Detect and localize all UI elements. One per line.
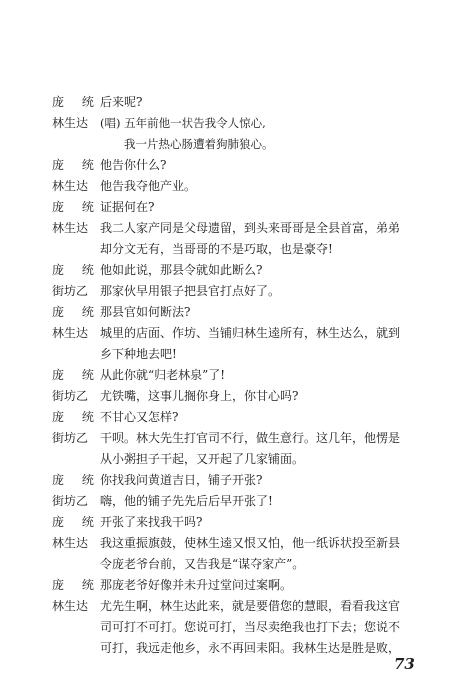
- dialogue-entry: [52, 281, 422, 302]
- dialogue-entry: [52, 596, 422, 659]
- page-number: 73: [394, 655, 415, 673]
- dialogue-entry: [52, 302, 422, 323]
- dialogue-entry: [52, 365, 422, 386]
- dialogue-text: [100, 407, 422, 428]
- speaker-name: 林生达: [52, 536, 89, 550]
- dialogue-text: [100, 575, 422, 596]
- script-dialogue: [52, 92, 422, 659]
- dialogue-line: 可打，我远走他乡，永不再回耒阳。我林生达是胜是败，: [100, 641, 401, 655]
- speaker-name: 庞 统: [52, 473, 101, 487]
- dialogue-line: 从小粥担子干起，又开起了几家铺面。: [100, 452, 305, 466]
- dialogue-line: 他告我夺他产业。: [100, 179, 197, 193]
- speaker-name: 林生达: [52, 116, 89, 130]
- dialogue-line: 却分文无有，当哥哥的不是巧取，也是豪夺!: [100, 242, 333, 256]
- dialogue-entry: [52, 386, 422, 407]
- speaker-name: 庞 统: [52, 200, 101, 214]
- dialogue-entry: [52, 470, 422, 491]
- dialogue-text: [100, 512, 422, 533]
- dialogue-entry: [52, 260, 422, 281]
- speaker-name: 庞 统: [52, 578, 101, 592]
- speaker-name: 林生达: [52, 221, 89, 235]
- speaker-name: 庞 统: [52, 410, 101, 424]
- dialogue-line: 那家伙早用银子把县官打点好了。: [100, 284, 281, 298]
- dialogue-line: 他告你什么?: [100, 158, 167, 172]
- dialogue-text: [100, 176, 422, 197]
- dialogue-line: 我这重振旗鼓，使林生逵又恨又怕，他一纸诉状投至新县: [100, 536, 401, 550]
- dialogue-line: 从此你就“归老林泉”了!: [100, 368, 226, 382]
- dialogue-line: 令庞老爷台前，又告我是“谋夺家产”。: [100, 557, 305, 571]
- speaker-name: 街坊乙: [52, 389, 89, 403]
- speaker-name: 庞 统: [52, 158, 101, 172]
- speaker-name: 街坊乙: [52, 494, 89, 508]
- dialogue-line: 尤先生啊，林生达此来，就是要借您的慧眼，看看我这官: [100, 599, 401, 613]
- speaker-name: 林生达: [52, 179, 89, 193]
- dialogue-line: 尤铁嘴，这事儿搁你身上，你甘心吗?: [100, 389, 299, 403]
- dialogue-entry: [52, 113, 422, 155]
- dialogue-entry: [52, 533, 422, 575]
- speaker-name: 街坊乙: [52, 284, 89, 298]
- dialogue-line: 乡下种地去吧!: [100, 347, 177, 361]
- dialogue-entry: [52, 197, 422, 218]
- dialogue-text: [100, 596, 422, 659]
- speaker-name: 林生达: [52, 599, 89, 613]
- speaker-name: 庞 统: [52, 515, 101, 529]
- dialogue-line: 城里的店面、作坊、当铺归林生逵所有，林生达么，就到: [100, 326, 401, 340]
- speaker-name: 庞 统: [52, 305, 101, 319]
- dialogue-entry: [52, 155, 422, 176]
- dialogue-line: 证据何在?: [100, 200, 155, 214]
- speaker-name: 街坊乙: [52, 431, 89, 445]
- dialogue-entry: [52, 407, 422, 428]
- speaker-name: 庞 统: [52, 368, 101, 382]
- dialogue-text: [100, 491, 422, 512]
- dialogue-line: 不甘心又怎样?: [100, 410, 179, 424]
- dialogue-line: 后来呢?: [100, 95, 143, 109]
- dialogue-text: [100, 260, 422, 281]
- dialogue-text: [100, 428, 422, 470]
- dialogue-text: [100, 218, 422, 260]
- speaker-name: 庞 统: [52, 95, 101, 109]
- dialogue-text: [100, 92, 422, 113]
- dialogue-entry: [52, 176, 422, 197]
- dialogue-entry: [52, 512, 422, 533]
- dialogue-line: 开张了来找我干吗?: [100, 515, 203, 529]
- dialogue-line: 你找我问黄道吉日，铺子开张?: [100, 473, 263, 487]
- dialogue-text: [100, 281, 422, 302]
- dialogue-line: 司可打不可打。您说可打，当尽卖绝我也打下去；您说不: [100, 620, 401, 634]
- dialogue-entry: [52, 428, 422, 470]
- dialogue-text: [100, 386, 422, 407]
- dialogue-line: 那县官如何断法?: [100, 305, 191, 319]
- dialogue-text: [100, 113, 422, 155]
- dialogue-entry: [52, 218, 422, 260]
- dialogue-line: (唱) 五年前他一状告我令人惊心,: [100, 116, 266, 130]
- dialogue-entry: [52, 491, 422, 512]
- dialogue-line: 他如此说，那县令就如此断么?: [100, 263, 263, 277]
- speaker-name: 林生达: [52, 326, 89, 340]
- dialogue-line: 那庞老爷好像并未升过堂问过案啊。: [100, 578, 293, 592]
- dialogue-text: [100, 155, 422, 176]
- dialogue-line: 我一片热心肠遭着狗肺狼心。: [124, 137, 274, 151]
- dialogue-line: 嗨，他的铺子先先后后早开张了!: [100, 494, 273, 508]
- dialogue-line: 干呗。林大先生打官司不行，做生意行。这几年，他愣是: [100, 431, 401, 445]
- dialogue-entry: [52, 92, 422, 113]
- dialogue-text: [100, 197, 422, 218]
- dialogue-text: [100, 323, 422, 365]
- dialogue-entry: [52, 323, 422, 365]
- dialogue-text: [100, 365, 422, 386]
- dialogue-text: [100, 302, 422, 323]
- dialogue-entry: [52, 575, 422, 596]
- dialogue-line: 我二人家产同是父母遗留，到头来哥哥是全县首富，弟弟: [100, 221, 401, 235]
- speaker-name: 庞 统: [52, 263, 101, 277]
- dialogue-text: [100, 470, 422, 491]
- dialogue-text: [100, 533, 422, 575]
